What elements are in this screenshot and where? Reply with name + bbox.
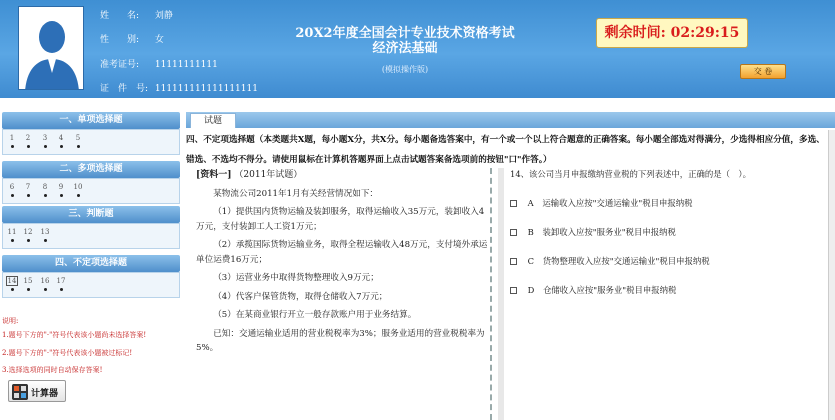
option-b[interactable]	[510, 225, 830, 254]
candidate-name-row	[100, 8, 173, 21]
question-number[interactable]: 2	[21, 133, 35, 148]
section-instructions: 四、不定项选择题（本类题共X题，每小题X分，共X分。每小题备选答案中，有一个或一个以上符合题意的正确答案。每小题全部选对得满分，少选得相应分值，多选、错选、不选均不得分。请使用鼠标在计算机答题界面上点击试题答案备选项前的按钮"口"作答。）	[186, 135, 825, 165]
question-number[interactable]: 11	[5, 227, 19, 242]
question-number[interactable]: 3	[38, 133, 52, 148]
question-number[interactable]: 10	[71, 182, 85, 197]
countdown-timer	[596, 18, 748, 48]
option-c-checkbox[interactable]	[510, 258, 517, 265]
option-c[interactable]	[510, 254, 830, 283]
material-paragraph: （1）提供国内货物运输及装卸服务，取得运输收入35万元，装卸收入4万元，支付装卸工人工资1万元；	[196, 207, 485, 232]
option-letter: C	[527, 256, 535, 266]
exam-title-line1: 20X2年度全国会计专业技术资格考试	[295, 26, 515, 41]
admission-row	[100, 57, 218, 70]
material-scrollbar[interactable]	[498, 168, 504, 420]
candidate-gender-row	[100, 32, 164, 45]
material-paragraph: （2）承揽国际货物运输业务，取得全程运输收入48万元，支付境外承运单位运费16万元；	[196, 240, 488, 265]
avatar-icon	[19, 7, 84, 90]
section-header-indefinite-choice[interactable]: 四、不定项选择题	[2, 255, 180, 272]
mock-version-label: (模拟操作版)	[381, 65, 429, 74]
candidate-name: 刘静	[154, 11, 173, 21]
legend-line-autosave: 3.选择选项的同时自动保存答案!	[2, 366, 103, 374]
question-number[interactable]: 13	[38, 227, 52, 242]
tab-question[interactable]: 试题	[190, 113, 236, 128]
material-header	[196, 168, 490, 183]
question-number[interactable]: 15	[21, 276, 35, 291]
option-d-checkbox[interactable]	[510, 287, 517, 294]
section-body-indefinite-choice	[2, 272, 180, 298]
question-number[interactable]: 9	[54, 182, 68, 197]
section-header-single-choice[interactable]: 一、单项选择题	[2, 112, 180, 129]
question-number[interactable]: 4	[54, 133, 68, 148]
material-label: [资料一]	[196, 170, 232, 180]
calculator-icon	[12, 384, 28, 400]
question-navigator	[0, 108, 182, 420]
question-number[interactable]: 12	[21, 227, 35, 242]
calculator-label: 计算器	[31, 389, 59, 399]
gender-label: 性 别:	[100, 35, 140, 45]
question-number[interactable]: 5	[71, 133, 85, 148]
candidate-gender: 女	[154, 35, 164, 45]
name-label: 姓 名:	[100, 11, 140, 21]
page-scrollbar[interactable]	[828, 130, 835, 420]
option-text: 货物整理收入应按"交通运输业"税目申报纳税	[542, 256, 710, 266]
submit-exam-button[interactable]: 交 卷	[740, 64, 786, 79]
section-body-single-choice	[2, 129, 180, 155]
section-header-true-false[interactable]: 三、判断题	[2, 206, 180, 223]
section-body-true-false	[2, 223, 180, 249]
admission-number: 11111111111	[154, 60, 218, 70]
option-letter: A	[527, 198, 534, 208]
material-paragraph: （5）在某商业银行开立一般存款账户用于业务结算。	[213, 310, 417, 320]
exam-title	[260, 26, 550, 56]
id-row	[100, 81, 258, 94]
option-b-checkbox[interactable]	[510, 229, 517, 236]
question-number[interactable]: 6	[5, 182, 19, 197]
legend-line-flagged: 2.题号下方的"·"符号代表该小题被过标记!	[2, 349, 133, 357]
section-body-multiple-choice	[2, 178, 180, 204]
option-text: 装卸收入应按"服务业"税目申报纳税	[542, 227, 676, 237]
question-number[interactable]: 7	[21, 182, 35, 197]
option-d[interactable]	[510, 283, 830, 312]
option-letter: D	[527, 285, 535, 295]
material-paragraph: （3）运营业务中取得货物整理收入9万元；	[213, 273, 379, 283]
material-year: （2011年试题）	[234, 170, 303, 180]
id-label: 证 件 号:	[100, 84, 149, 94]
material-intro: 某物流公司2011年1月有关经营情况如下：	[213, 188, 379, 199]
exam-header	[0, 0, 835, 98]
candidate-photo	[18, 6, 84, 90]
option-text: 运输收入应按"交通运输业"税目申报纳税	[542, 198, 693, 208]
option-text: 仓储收入应按"服务业"税目申报纳税	[543, 285, 677, 295]
option-letter: B	[527, 227, 534, 237]
exam-subject: 经济法基础	[372, 41, 438, 56]
question-number[interactable]: 8	[38, 182, 52, 197]
material-paragraph: 已知：交通运输业适用的营业税税率为3%；服务业适用的营业税税率为5%。	[196, 328, 485, 353]
admission-label: 准考证号:	[100, 60, 140, 70]
question-number[interactable]: 1	[5, 133, 19, 148]
section-header-multiple-choice[interactable]: 二、多项选择题	[2, 161, 180, 178]
material-paragraph: （4）代客户保管货物，取得仓储收入7万元；	[213, 291, 388, 302]
legend-line-unanswered: 1.题号下方的"·"符号代表该小题尚未选择答案!	[2, 331, 147, 339]
timer-label: 剩余时间:	[604, 25, 666, 41]
legend-heading: 说明:	[2, 317, 19, 325]
calculator-button[interactable]	[8, 380, 66, 402]
timer-value: 02:29:15	[670, 25, 740, 41]
question-stem: 14、该公司当月申报缴纳营业税的下列表述中，正确的是（ ）。	[510, 169, 751, 179]
question-number[interactable]: 17	[54, 276, 68, 291]
question-panel	[510, 168, 830, 312]
id-number: 111111111111111111	[154, 84, 258, 94]
option-a[interactable]	[510, 196, 830, 225]
option-a-checkbox[interactable]	[510, 200, 517, 207]
question-number[interactable]: 16	[38, 276, 52, 291]
case-material-panel	[196, 168, 492, 420]
tab-bar	[186, 112, 835, 128]
question-number-current[interactable]: 14	[5, 276, 19, 291]
